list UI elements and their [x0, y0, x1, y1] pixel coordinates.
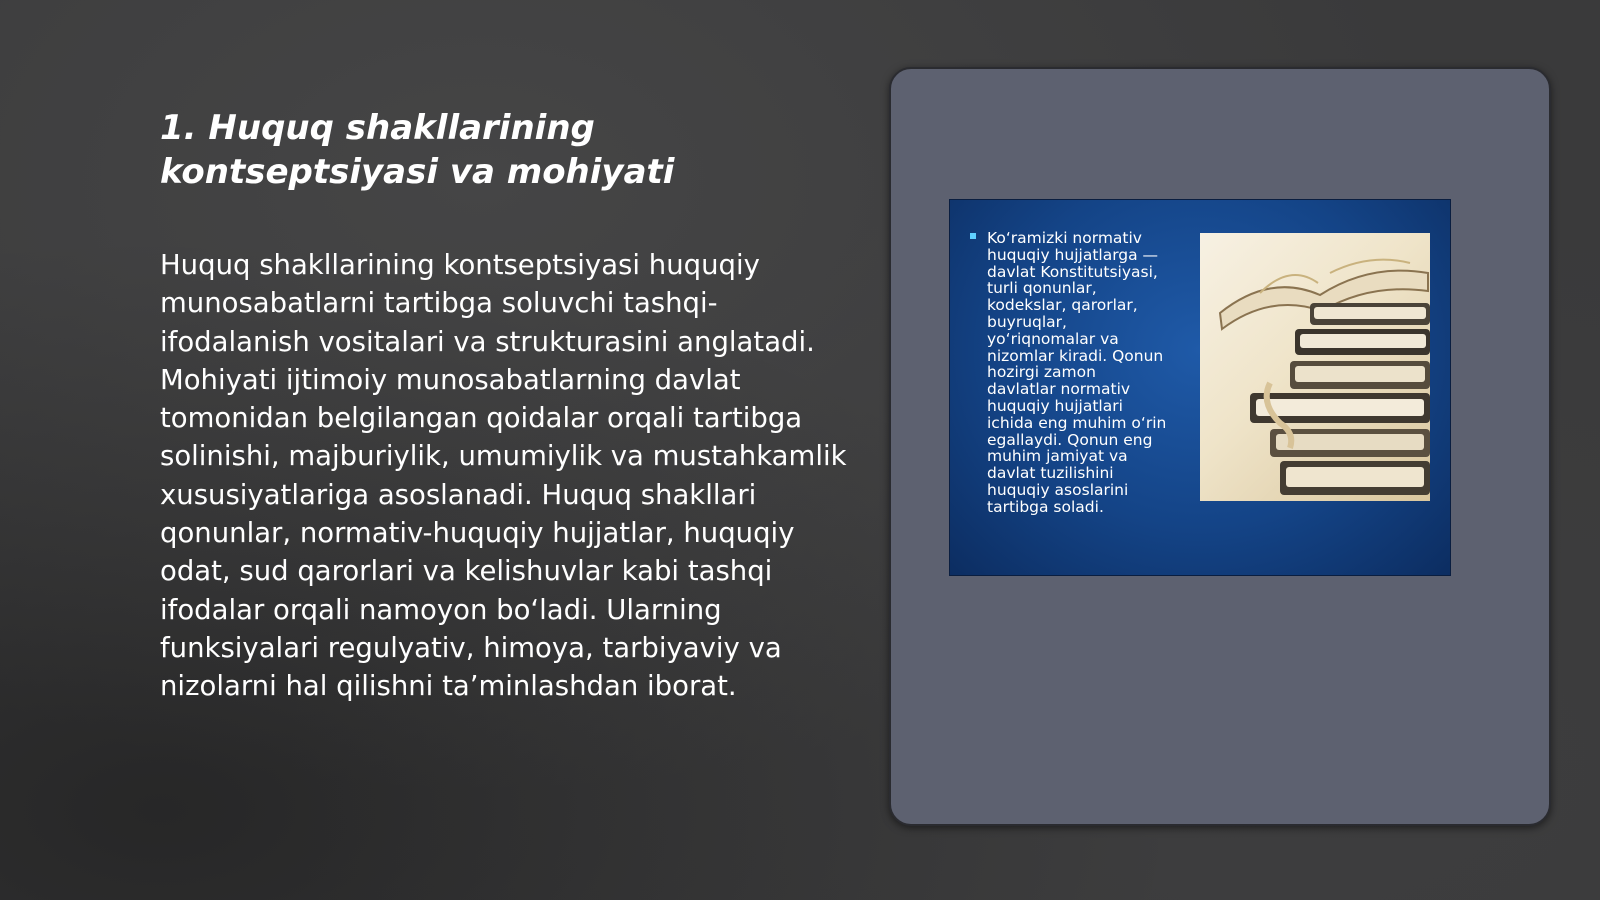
embedded-bullet-text: Ko‘ramizki normativ huquqiy hujjatlarga — davlat Konstitutsiyasi, turli qonunlar, kodekslar, qarorlar, buyruqlar, yo‘riqnomalar va nizomlar kiradi. Qonun hozirgi zamon davlatlar normativ huquqiy hujjatlari ichida eng muhim o‘rin egallaydi. Qonun eng muhim jamiyat va davlat tuzilishini huquqiy asoslarini tartibga soladi.	[987, 229, 1167, 516]
slide-body-text: Huquq shakllarining kontseptsiyasi huquqiy munosabatlarni tartibga soluvchi tashqi-ifodalanish vositalari va strukturasini anglatadi. Mohiyati ijtimoiy munosabatlarning davlat tomonidan belgilangan qoidalar orqali tartibga solinishi, majburiylik, umumiylik va mustahkamlik xususiyatlariga asoslanadi. Huquq shakllari qonunlar, normativ-huquqiy hujjatlar, huquqiy odat, sud qarorlari va kelishuvlar kabi tashqi ifodalar orqali namoyon bo‘ladi. Ularning funksiyalari regulyativ, himoya, tarbiyaviy va nizolarni hal qilishni ta’minlashdan iborat.	[160, 249, 847, 703]
slide-title: 1. Huquq shakllarining kontseptsiyasi va mohiyati	[160, 108, 675, 192]
bullet-icon	[970, 233, 976, 239]
stack-of-books-icon	[1200, 233, 1430, 501]
embedded-slide-image	[950, 200, 1450, 575]
